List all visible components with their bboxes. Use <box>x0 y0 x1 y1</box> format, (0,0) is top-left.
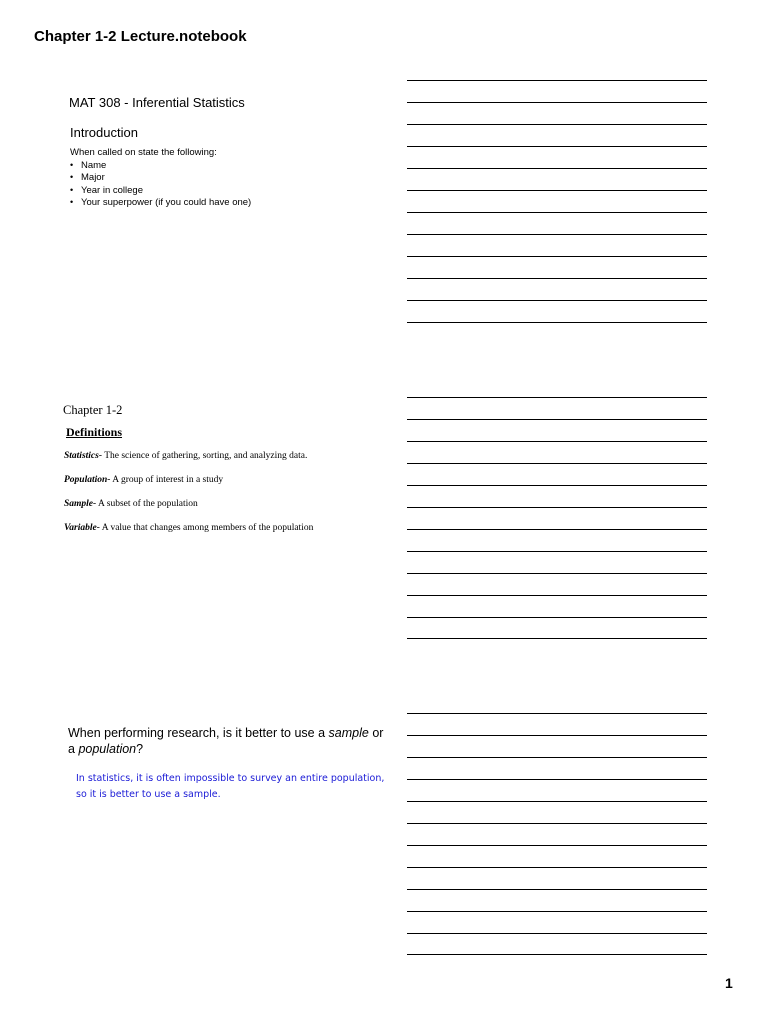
note-line <box>407 278 707 279</box>
note-line <box>407 954 707 955</box>
note-line <box>407 867 707 868</box>
definition-population: Population- A group of interest in a study <box>64 475 224 485</box>
note-line <box>407 595 707 596</box>
definitions-heading: Definitions <box>66 425 123 439</box>
note-line <box>407 256 707 257</box>
bullet-icon: • <box>70 172 74 183</box>
note-line <box>407 823 707 824</box>
note-line <box>407 507 707 508</box>
slide-1-subtitle: Introduction <box>70 125 138 140</box>
bullet-icon: • <box>70 184 74 195</box>
chapter-label: Chapter 1-2 <box>63 403 123 417</box>
list-item: • Year in college <box>70 184 143 196</box>
note-line <box>407 779 707 780</box>
notebook-title: Chapter 1-2 Lecture.notebook <box>34 28 247 45</box>
handwritten-answer: In statistics, it is often impossible to survey an entire population, so it is better to use a sample. <box>76 773 385 800</box>
bullet-icon: • <box>70 197 74 208</box>
note-line <box>407 190 707 191</box>
intro-bullet-list <box>70 159 251 209</box>
note-line <box>407 463 707 464</box>
course-title: MAT 308 - Inferential Statistics <box>69 95 245 110</box>
list-item: • Major <box>70 172 105 184</box>
note-line <box>407 322 707 323</box>
note-line <box>407 146 707 147</box>
note-line <box>407 911 707 912</box>
bullet-icon: • <box>70 160 74 170</box>
note-line <box>407 168 707 169</box>
note-line <box>407 933 707 934</box>
note-line <box>407 485 707 486</box>
note-line <box>407 713 707 714</box>
note-line <box>407 845 707 846</box>
definition-variable: Variable- A value that changes among members of the population <box>64 523 314 533</box>
note-line <box>407 757 707 758</box>
note-line <box>407 212 707 213</box>
note-line <box>407 801 707 802</box>
note-line <box>407 889 707 890</box>
research-question: When performing research, is it better to use a sample or a population? <box>68 726 384 756</box>
page-number: 1 <box>725 975 733 991</box>
note-line <box>407 735 707 736</box>
note-line <box>407 441 707 442</box>
note-line <box>407 551 707 552</box>
note-line <box>407 397 707 398</box>
definition-statistics: Statistics- The science of gathering, sorting, and analyzing data. <box>64 451 308 461</box>
note-line <box>407 419 707 420</box>
note-line <box>407 234 707 235</box>
note-line <box>407 573 707 574</box>
note-line <box>407 529 707 530</box>
note-line <box>407 102 707 103</box>
list-item: • Your superpower (if you could have one) <box>70 197 252 209</box>
note-line <box>407 80 707 81</box>
intro-prompt: When called on state the following: <box>70 147 217 158</box>
note-line <box>407 617 707 618</box>
list-item: • Name <box>70 160 107 171</box>
note-line <box>407 638 707 639</box>
definition-sample: Sample- A subset of the population <box>64 499 198 509</box>
note-line <box>407 300 707 301</box>
note-line <box>407 124 707 125</box>
